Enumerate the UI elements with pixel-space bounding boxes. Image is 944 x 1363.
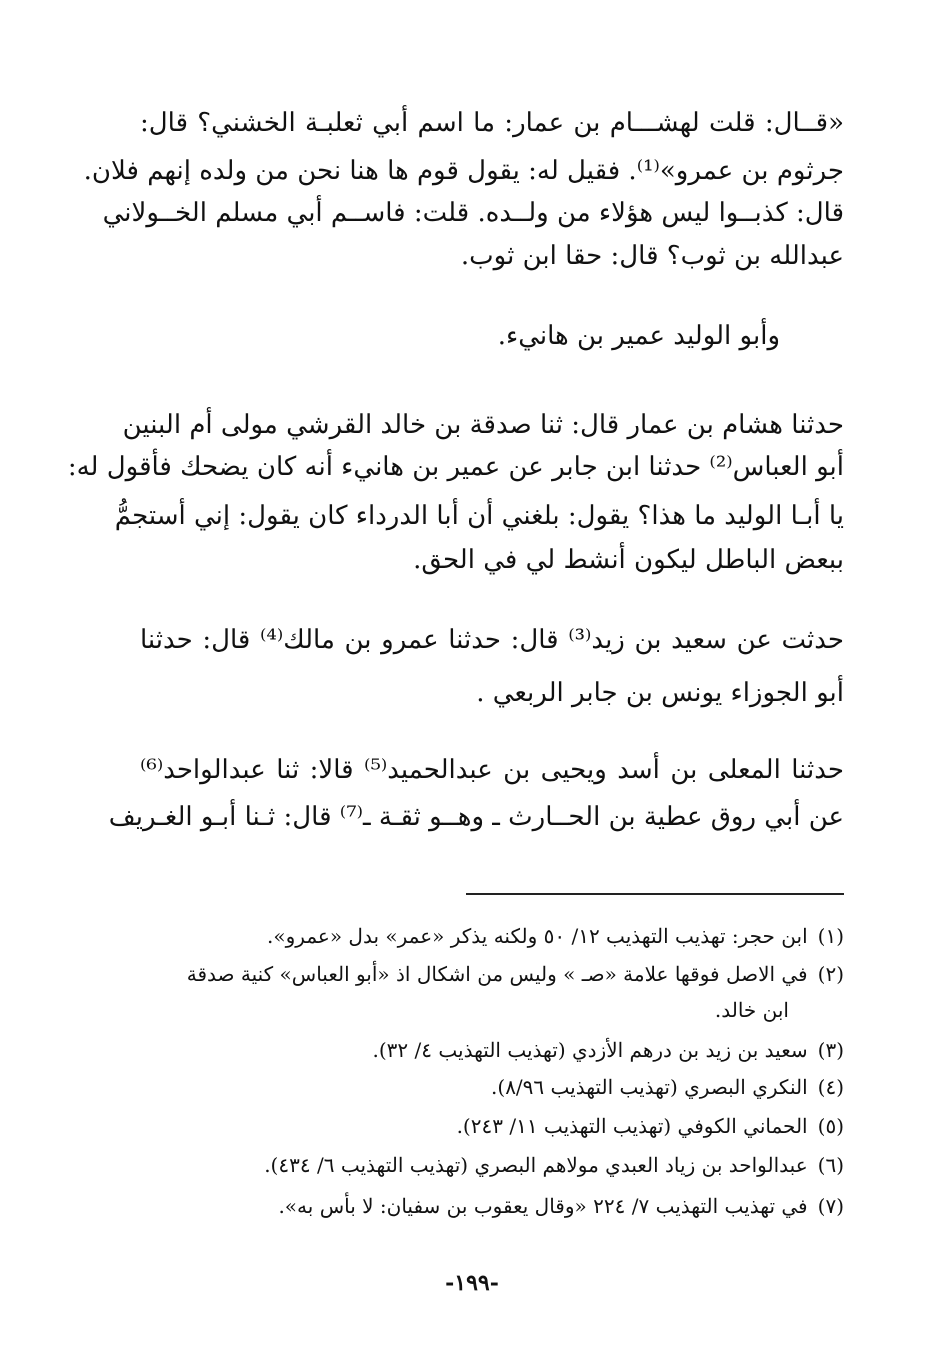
body-line: عبدالله بن ثوب؟ قال: حقا ابن ثوب.: [460, 241, 844, 271]
footnote-text: الحماني الكوفي (تهذيب التهذيب ١١/ ٢٤٣).: [456, 1114, 808, 1138]
body-line: ببعض الباطل ليكون أنشط لي في الحق.: [413, 545, 844, 575]
footnote: [140, 1110, 844, 1142]
footnote-number: (٣): [817, 1038, 844, 1062]
footnote: [140, 1190, 844, 1222]
footnote-number: (٤): [817, 1075, 844, 1099]
body-line: حدثنا هشام بن عمار قال: ثنا صدقة بن خالد القرشي مولى أم البنين: [122, 410, 844, 440]
footnote-text: النكري البصري (تهذيب التهذيب ٨/٩٦).: [491, 1075, 808, 1099]
footnote-number: (٧): [817, 1194, 844, 1218]
body-line: قال: كذبــوا ليس هؤلاء من ولــده. قلت: فاســم أبي مسلم الخــولاني: [102, 198, 844, 228]
body-line: يا أبـا الوليد ما هذا؟ يقول: بلغني أن أبا الدرداء كان يقول: إني أستجمُّ: [114, 501, 844, 531]
footnote-continuation: ابن خالد.: [714, 998, 789, 1022]
body-line: أبو العباس⁽²⁾ حدثنا ابن جابر عن عمير بن هانيء أنه كان يضحك فأقول له:: [67, 452, 844, 482]
footnote: [140, 958, 844, 990]
footnote-text: في تهذيب التهذيب ٧/ ٢٢٤ «وقال يعقوب بن سفيان: لا بأس به».: [278, 1194, 808, 1218]
footnote-number: (٥): [817, 1114, 844, 1138]
footnote-text: في الاصل فوقها علامة «صـ » وليس من اشكال اذ «أبو العباس» كنية صدقة: [186, 962, 808, 986]
footnote: [140, 1149, 844, 1181]
body-line: عن أبي روق عطية بن الحــارث ـ وهــو ثقـة ـ⁽⁷⁾ قال: ثـنا أبـو الغـريف: [108, 802, 844, 832]
footnote-number: (٦): [817, 1153, 844, 1177]
footnote-text: سعيد بن زيد بن درهم الأزدي (تهذيب التهذيب ٤/ ٣٢).: [372, 1038, 808, 1062]
footnote-text: عبدالواحد بن زياد العبدي مولاهم البصري (تهذيب التهذيب ٦/ ٤٣٤).: [264, 1153, 808, 1177]
body-line: حدثنا المعلى بن أسد ويحيى بن عبدالحميد⁽⁵⁾ قالا: ثنا عبدالواحد⁽⁶⁾: [140, 755, 844, 785]
body-line: وأبو الوليد عمير بن هانيء.: [497, 321, 780, 351]
body-line: حدثت عن سعيد بن زيد⁽³⁾ قال: حدثنا عمرو بن مالك⁽⁴⁾ قال: حدثنا: [140, 625, 844, 655]
body-line: «قــال: قلت لهشـــام بن عمار: ما اسم أبي ثعلبـة الخشني؟ قال:: [140, 108, 844, 138]
footnote: [140, 1071, 844, 1103]
footnote: [140, 1034, 844, 1066]
page-number: -١٩٩-: [445, 1270, 499, 1296]
footnote-text: ابن حجر: تهذيب التهذيب ١٢/ ٥٠ ولكنه يذكر «عمر» بدل «عمرو».: [267, 924, 808, 948]
body-line: جرثوم بن عمرو»⁽¹⁾. فقيل له: يقول قوم ها هنا نحن من ولده إنهم فلان.: [83, 156, 844, 186]
footnote-number: (٢): [817, 962, 844, 986]
footnote: [140, 920, 844, 952]
footnote-separator: [466, 893, 844, 895]
footnote-number: (١): [817, 924, 844, 948]
body-line: أبو الجوزاء يونس بن جابر الربعي .: [476, 678, 844, 708]
